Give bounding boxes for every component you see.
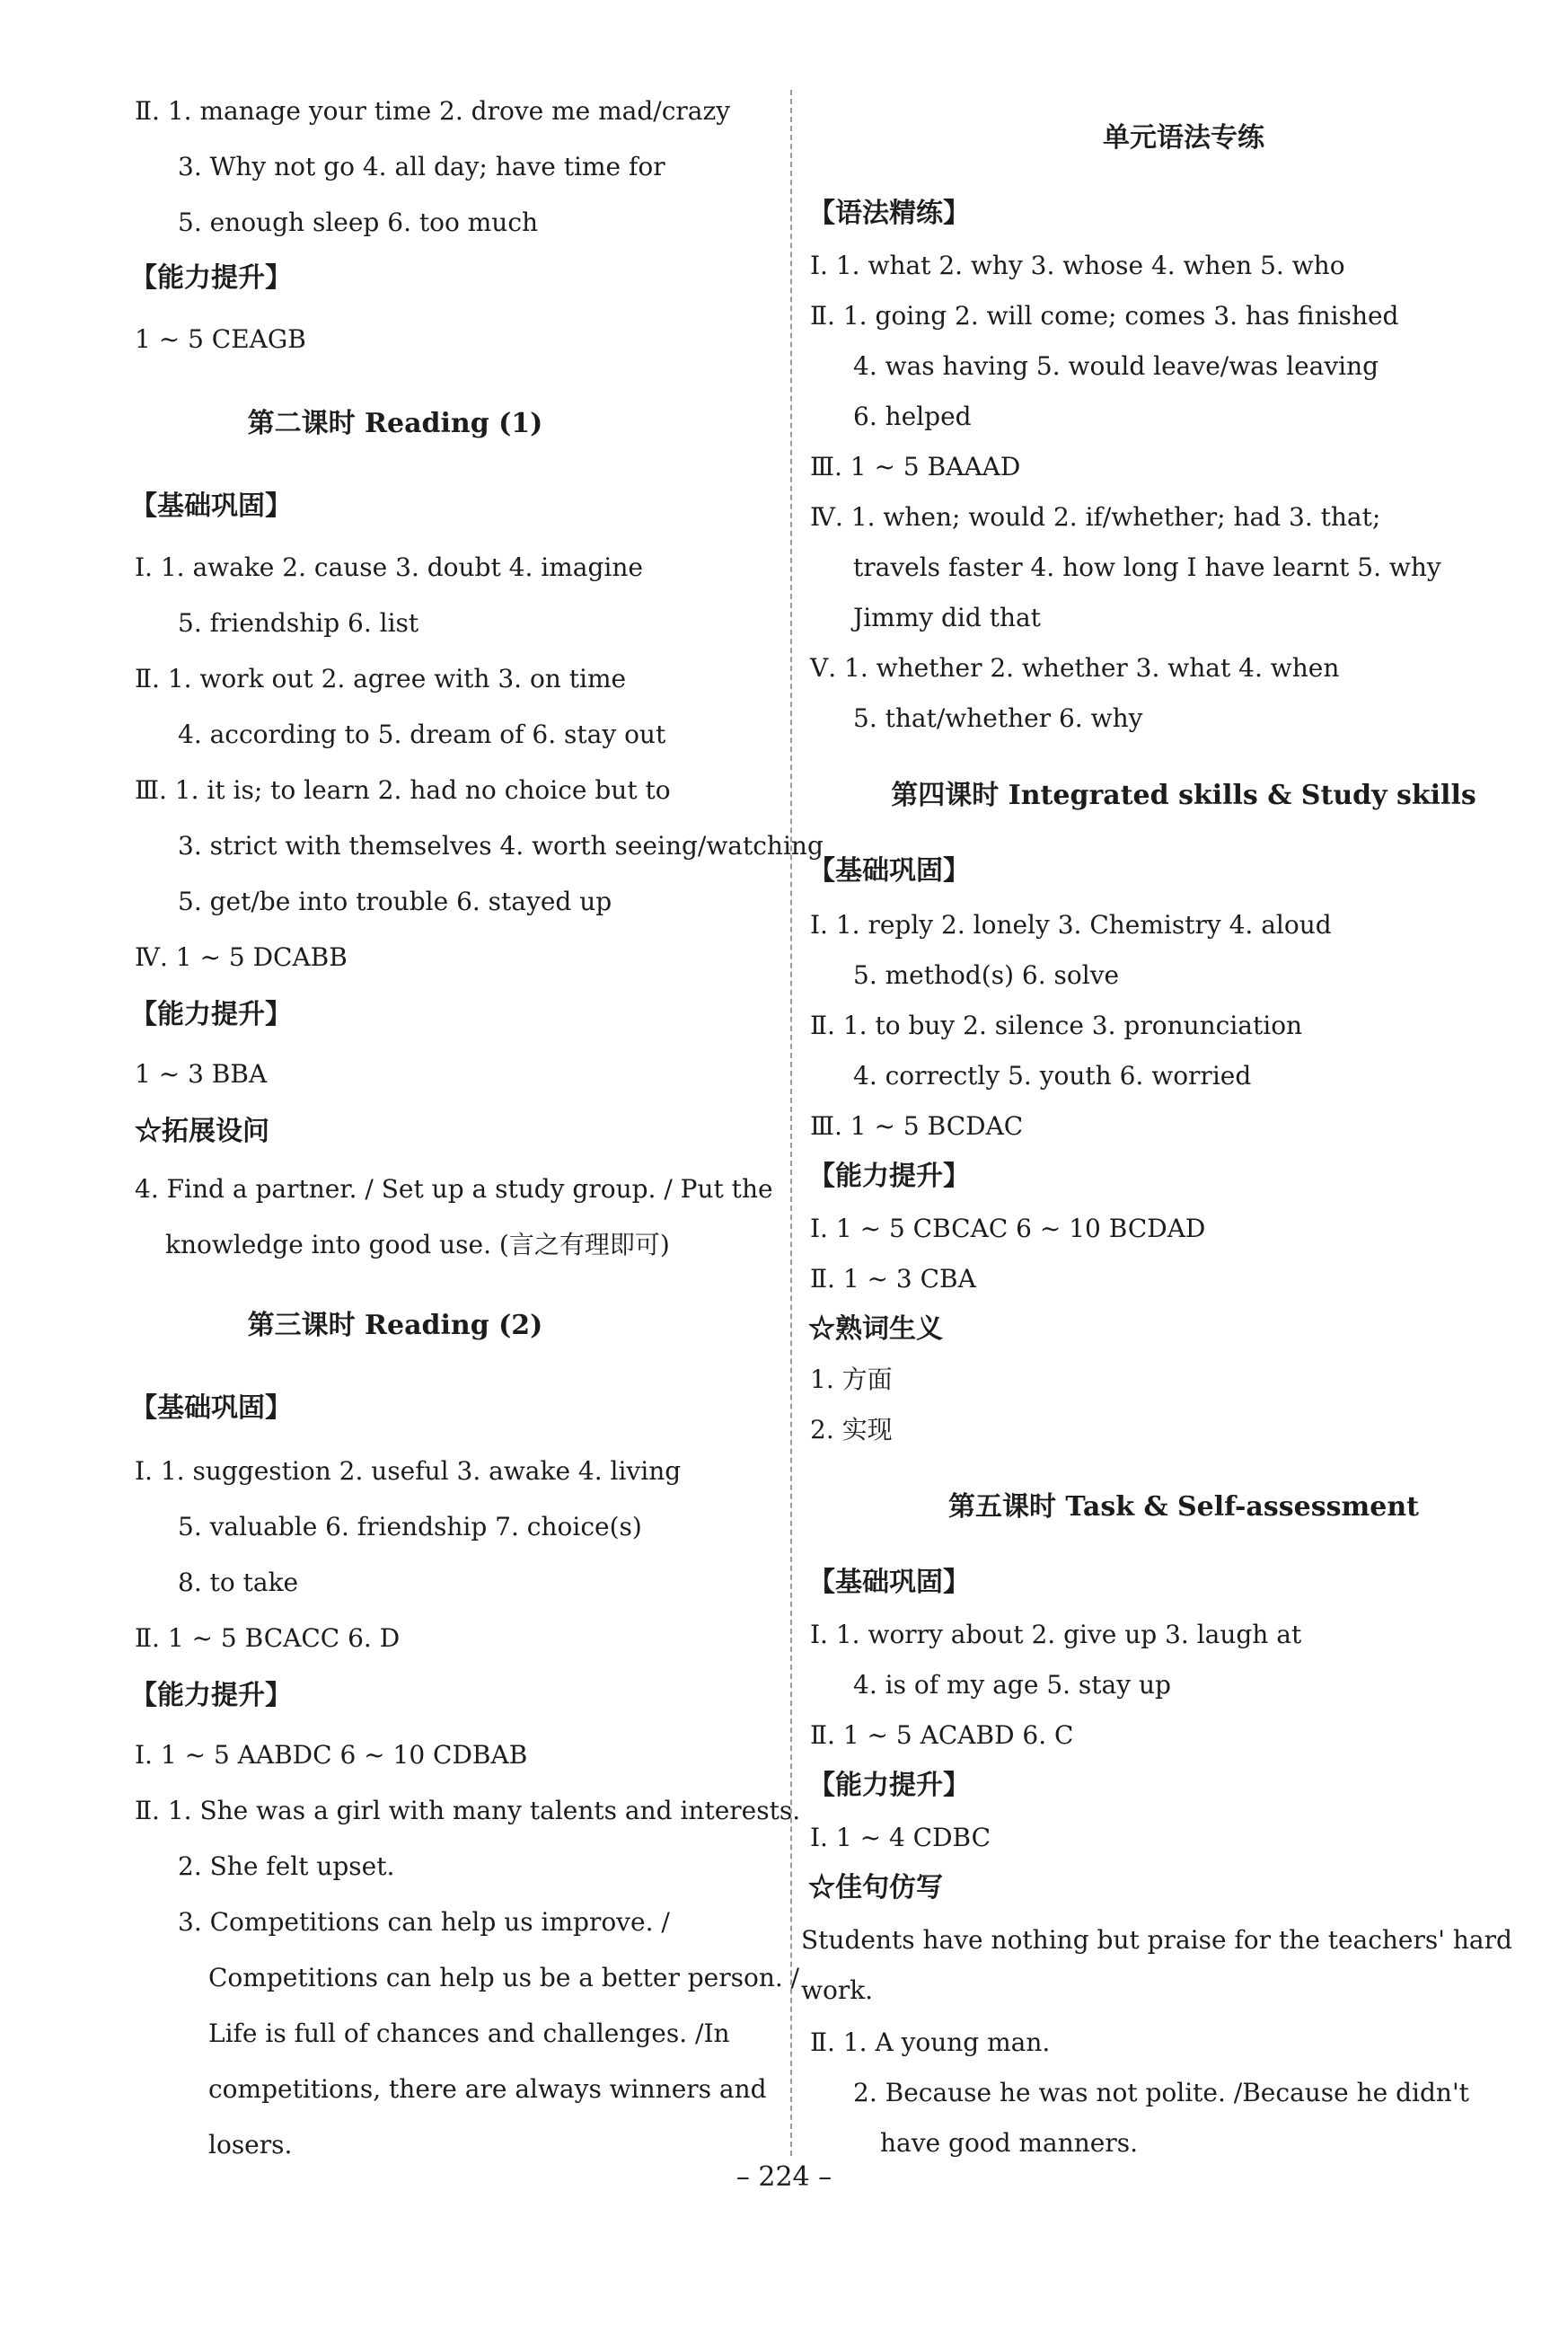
answer-line: 8. to take [178,1568,299,1597]
answer-line: Ⅰ. 1. suggestion 2. useful 3. awake 4. living [135,1456,682,1486]
answer-line: 5. friendship 6. list [178,608,419,638]
answer-line: Ⅰ. 1. reply 2. lonely 3. Chemistry 4. aloud [810,910,1332,940]
section-heading: 【能力提升】 [808,1770,970,1801]
answer-line: 2. 实现 [810,1415,893,1444]
lesson-title: 单元语法专练 [1103,122,1264,154]
section-heading: 【基础巩固】 [808,1567,970,1598]
lesson-title: 第三课时 Reading (2) [247,1310,543,1341]
answer-line: Ⅳ. 1. when; would 2. if/whether; had 3. that; [810,502,1381,532]
answer-line: Ⅰ. 1 ~ 4 CDBC [810,1823,991,1852]
answer-line: 6. helped [853,402,972,431]
section-heading: 【能力提升】 [130,999,292,1030]
section-heading: 【能力提升】 [130,262,292,294]
answer-line: 1. 方面 [810,1365,893,1394]
answer-line: Ⅰ. 1. awake 2. cause 3. doubt 4. imagine [135,552,643,582]
answer-line: Ⅳ. 1 ~ 5 DCABB [135,942,348,972]
answer-line: 3. Why not go 4. all day; have time for [178,152,665,181]
answer-line: Ⅱ. 1. to buy 2. silence 3. pronunciation [810,1011,1303,1040]
page-number: – 224 – [736,2161,832,2193]
answer-line: Ⅰ. 1. worry about 2. give up 3. laugh at [810,1620,1302,1649]
section-heading: 【基础巩固】 [808,855,970,887]
answer-line: 1 ~ 5 CEAGB [135,324,306,354]
answer-line: Jimmy did that [853,603,1041,632]
answer-line: Ⅰ. 1 ~ 5 CBCAC 6 ~ 10 BCDAD [810,1214,1206,1243]
answer-line: 5. valuable 6. friendship 7. choice(s) [178,1512,642,1541]
lesson-title: 第四课时 Integrated skills & Study skills [891,780,1476,811]
answer-line: competitions, there are always winners and [208,2074,767,2104]
answer-line: Ⅱ. 1. manage your time 2. drove me mad/crazy [135,96,731,126]
answer-line: 4. was having 5. would leave/was leaving [853,351,1379,381]
section-heading: 【基础巩固】 [130,1392,292,1424]
answer-line: travels faster 4. how long I have learnt 5. why [853,552,1441,582]
answer-line: 5. method(s) 6. solve [853,960,1120,990]
answer-line: Ⅲ. 1. it is; to learn 2. had no choice but to [135,775,671,805]
section-heading: 【语法精练】 [808,198,970,229]
answer-line: Ⅲ. 1 ~ 5 BCDAC [810,1111,1024,1141]
answer-line: 4. Find a partner. / Set up a study group. / Put the [135,1174,773,1204]
answer-line: Ⅱ. 1 ~ 5 ACABD 6. C [810,1720,1074,1750]
answer-line: work. [801,1975,874,2005]
answer-line: 1 ~ 3 BBA [135,1059,268,1089]
answer-line: Ⅴ. 1. whether 2. whether 3. what 4. when [810,653,1340,683]
lesson-title: 第二课时 Reading (1) [247,408,543,439]
answer-line: 5. that/whether 6. why [853,703,1143,733]
answer-line: 3. Competitions can help us improve. / [178,1907,670,1937]
section-heading: 【能力提升】 [808,1161,970,1192]
answer-line: Ⅰ. 1. what 2. why 3. whose 4. when 5. who [810,251,1345,280]
answer-line: Life is full of chances and challenges. /In [208,2018,730,2048]
answer-line: Competitions can help us be a better person. / [208,1963,800,1992]
answer-line: 3. strict with themselves 4. worth seeing/watching [178,831,824,861]
answer-line: Students have nothing but praise for the teachers' hard [801,1925,1512,1955]
answer-line: Ⅱ. 1. A young man. [810,2027,1051,2057]
answer-line: 2. Because he was not polite. /Because he didn't [853,2078,1469,2107]
lesson-title: 第五课时 Task & Self-assessment [947,1491,1419,1523]
answer-line: 4. according to 5. dream of 6. stay out [178,720,666,749]
answer-line: 2. She felt upset. [178,1851,395,1881]
answer-line: Ⅱ. 1 ~ 3 CBA [810,1264,976,1294]
answer-line: knowledge into good use. (言之有理即可) [165,1230,670,1259]
answer-line: 5. get/be into trouble 6. stayed up [178,887,612,916]
answer-line: Ⅲ. 1 ~ 5 BAAAD [810,452,1021,481]
section-heading: ☆熟词生义 [808,1313,943,1345]
section-heading: 【基础巩固】 [130,490,292,522]
answer-line: 5. enough sleep 6. too much [178,208,539,237]
section-heading: ☆佳句仿写 [808,1872,943,1904]
answer-line: Ⅱ. 1. going 2. will come; comes 3. has finished [810,301,1399,331]
answer-line: 4. correctly 5. youth 6. worried [853,1061,1252,1091]
answer-line: losers. [208,2130,293,2160]
answer-line: have good manners. [880,2128,1139,2158]
column-divider [790,90,792,2156]
answer-line: Ⅱ. 1. She was a girl with many talents and interests. [135,1796,801,1825]
answer-line: Ⅱ. 1. work out 2. agree with 3. on time [135,664,627,693]
section-heading: ☆拓展设问 [135,1116,269,1147]
answer-line: Ⅰ. 1 ~ 5 AABDC 6 ~ 10 CDBAB [135,1740,528,1770]
answer-line: Ⅱ. 1 ~ 5 BCACC 6. D [135,1623,401,1653]
answer-line: 4. is of my age 5. stay up [853,1670,1171,1700]
section-heading: 【能力提升】 [130,1680,292,1711]
